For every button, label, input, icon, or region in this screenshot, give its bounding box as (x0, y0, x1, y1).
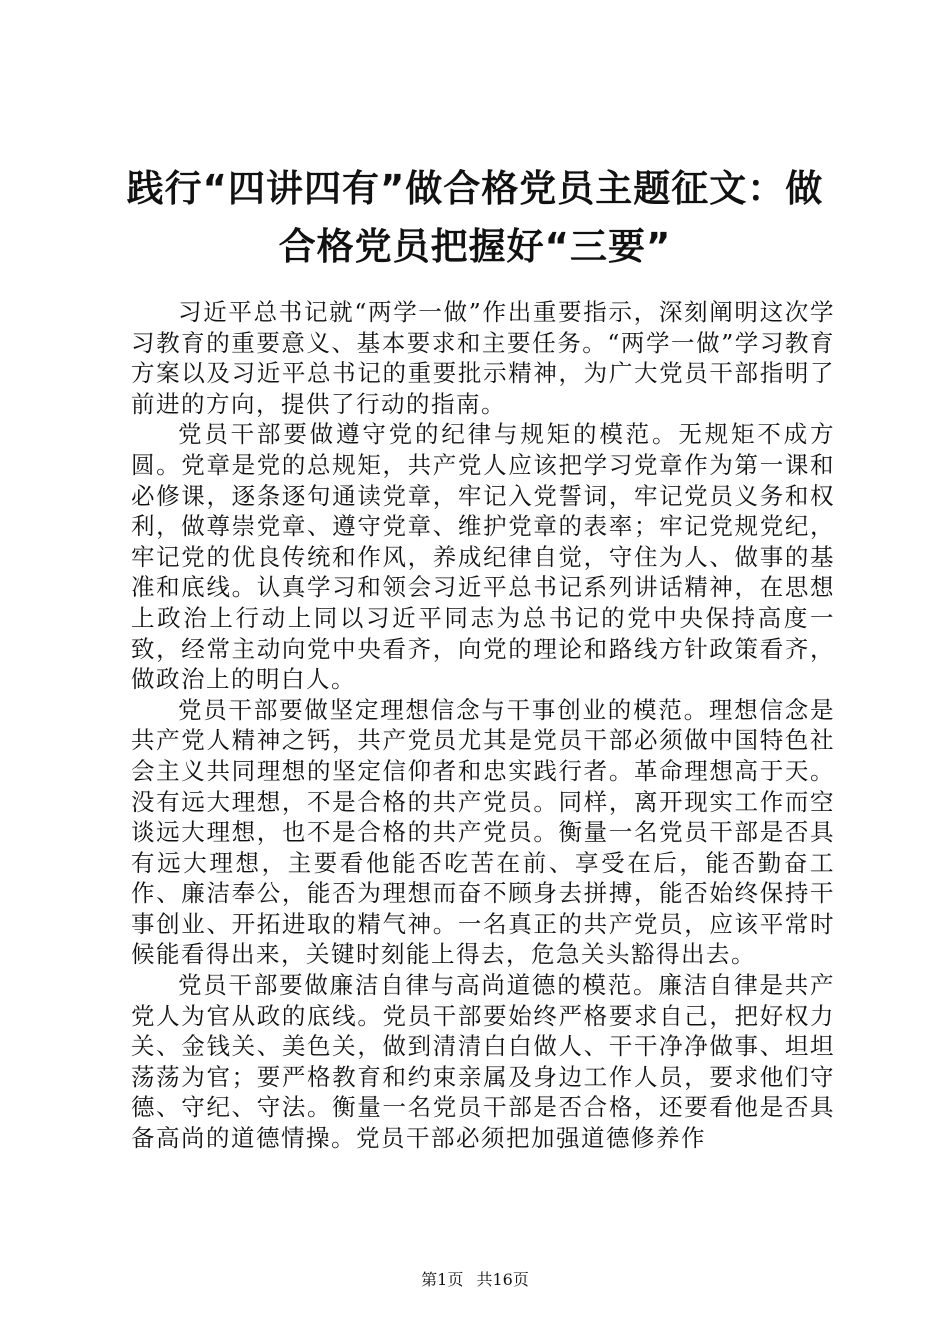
page-total: 共16页 (476, 1270, 529, 1289)
document-title: 践行“四讲四有”做合格党员主题征文：做合格党员把握好“三要” (126, 167, 824, 268)
paragraph-integrity: 党员干部要做廉洁自律与高尚道德的模范。廉洁自律是共产党人为官从政的底线。党员干部要始终严格要求自己，把好权力关、金钱关、美色关，做到清清白白做人、干干净净做事、坦坦荡荡为官；要严格教育和约束亲属及身边工作人员，要求他们守德、守纪、守法。衡量一名党员干部是否合格，还要看他是否具备高尚的道德情操。党员干部必须把加强道德修养作 (131, 971, 835, 1153)
page-footer (0, 1270, 950, 1290)
paragraph-discipline: 党员干部要做遵守党的纪律与规矩的模范。无规矩不成方圆。党章是党的总规矩，共产党人应该把学习党章作为第一课和必修课，逐条逐句通读党章，牢记入党誓词，牢记党员义务和权利，做尊崇党章、遵守党章、维护党章的表率；牢记党规党纪，牢记党的优良传统和作风，养成纪律自觉，守住为人、做事的基准和底线。认真学习和领会习近平总书记系列讲话精神，在思想上政治上行动上同以习近平同志为总书记的党中央保持高度一致，经常主动向党中央看齐，向党的理论和路线方针政策看齐，做政治上的明白人。 (131, 420, 835, 694)
document-body (131, 297, 835, 1154)
paragraph-intro: 习近平总书记就“两学一做”作出重要指示，深刻阐明这次学习教育的重要意义、基本要求和主要任务。“两学一做”学习教育方案以及习近平总书记的重要批示精神，为广大党员干部指明了前进的方向，提供了行动的指南。 (131, 298, 835, 418)
paragraph-ideals: 党员干部要做坚定理想信念与干事创业的模范。理想信念是共产党人精神之钙，共产党员尤其是党员干部必须做中国特色社会主义共同理想的坚定信仰者和忠实践行者。革命理想高于天。没有远大理想，不是合格的共产党员。同样，离开现实工作而空谈远大理想，也不是合格的共产党员。衡量一名党员干部是否具有远大理想，主要看他能否吃苦在前、享受在后，能否勤奋工作、廉洁奉公，能否为理想而奋不顾身去拼搏，能否始终保持干事创业、开拓进取的精气神。一名真正的共产党员，应该平常时候能看得出来，关键时刻能上得去，危急关头豁得出去。 (131, 695, 835, 969)
page-number: 第1页 (421, 1270, 464, 1289)
